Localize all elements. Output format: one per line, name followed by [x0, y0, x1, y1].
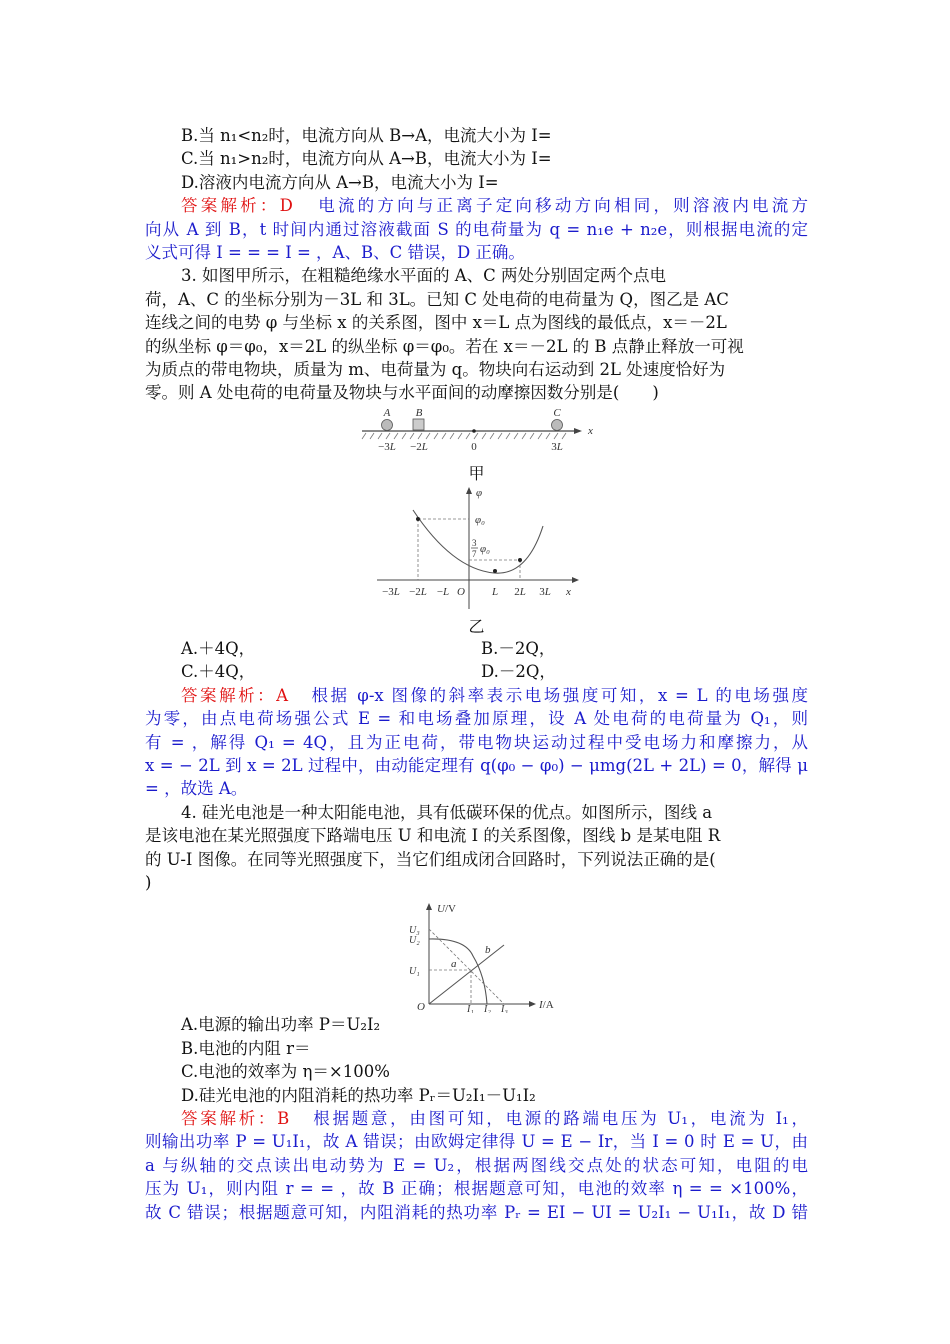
- svg-text:x: x: [587, 424, 593, 437]
- q4-option-c: C.电池的效率为 η＝×100%: [181, 1062, 390, 1082]
- q2-answer-line-2: 向从 A 到 B，t 时间内通过溶液截面 S 的电荷量为 q = n₁e + n₂e，则根据电流的定: [145, 219, 808, 239]
- q2-answer-label: 答案解析：D: [181, 196, 293, 216]
- q3-option-a: A.＋4Q，: [181, 638, 256, 658]
- q3-answer-line-5: = ，故选 A。: [145, 779, 248, 799]
- q4-answer-line-1: 答案解析：B 根据题意，由图可知，电源的路端电压为 U₁，电流为 I₁，: [181, 1108, 808, 1128]
- svg-text:O: O: [456, 585, 465, 598]
- figure-u-i-graph: [397, 898, 557, 1013]
- q2-option-d: D.溶液内电流方向从 A→B，电流大小为 I=: [181, 172, 499, 192]
- q3-stem-line-3: 连线之间的电势 φ 与坐标 x 的关系图，图中 x＝L 点为图线的最低点，x＝－2L: [145, 313, 727, 333]
- svg-text:3L: 3L: [538, 585, 551, 598]
- q4-option-d: D.硅光电池的内阻消耗的热功率 Pᵣ＝U₂I₁－U₁I₂: [181, 1085, 536, 1105]
- svg-text:2L: 2L: [513, 585, 526, 598]
- figure-yi-phi-x-graph: [372, 484, 582, 614]
- q4-answer-line-3: a 与纵轴的交点读出电动势为 E = U₂，根据两图线交点处的状态可知，电阻的电: [145, 1155, 808, 1175]
- q3-answer-line-2: 为零，由点电荷场强公式 E = 和电场叠加原理，设 A 处电荷的电荷量为 Q₁，则: [145, 709, 808, 729]
- svg-text:C: C: [552, 408, 561, 419]
- q3-stem-line-6: 零。则 A 处电荷的电荷量及物块与水平面间的动摩擦因数分别是( ): [145, 383, 659, 403]
- q4-answer-line-4: 压为 U₁，则内阻 r = = ，故 B 正确；根据题意可知，电池的效率 η = = ×100%，: [145, 1179, 808, 1199]
- svg-text:−L: −L: [436, 585, 449, 598]
- svg-text:b: b: [484, 944, 490, 957]
- svg-text:I₂: I₂: [483, 1004, 491, 1014]
- svg-text:φ: φ: [475, 486, 482, 499]
- charge-c-ball: [551, 419, 562, 430]
- q4-option-a: A.电源的输出功率 P＝U₂I₂: [181, 1015, 381, 1035]
- q3-options-row-2: [145, 660, 808, 683]
- q3-stem-line-5: 为质点的带电物块，质量为 m、电荷量为 q。物块向右运动到 2L 处速度恰好为: [145, 360, 726, 380]
- q3-stem-line-4: 的纵坐标 φ＝φ₀，x＝2L 的纵坐标 φ＝φ₀。若在 x＝－2L 的 B 点静止释放一可视: [145, 336, 744, 356]
- q4-stem-line-2: 是该电池在某光照强度下路端电压 U 和电流 I 的关系图像，图线 b 是某电阻 R: [145, 826, 721, 846]
- svg-text:a: a: [450, 958, 456, 971]
- svg-text:−3L: −3L: [377, 440, 396, 453]
- block-b: [413, 419, 424, 430]
- svg-text:x: x: [565, 585, 571, 598]
- document-page: [145, 124, 808, 1224]
- q4-stem-line-4: ): [145, 872, 152, 892]
- q2-answer-line-3: 义式可得 I = = = I = ，A、B、C 错误，D 正确。: [145, 243, 525, 263]
- q4-answer-line-5: 故 C 错误；根据题意可知，内阻消耗的热功率 Pᵣ = EI − UI = U₂I₁ − U₁I₁，故 D 错: [145, 1202, 808, 1222]
- charge-a-ball: [381, 419, 392, 430]
- svg-text:U₂: U₂: [408, 935, 420, 947]
- figure-jia-number-line: [352, 409, 602, 465]
- q2-answer-line-1: 答案解析：D 电流的方向与正离子定向移动方向相同，则溶液内电流方: [181, 196, 808, 216]
- q3-option-c: C.＋4Q，: [181, 662, 256, 682]
- svg-text:φ₀: φ₀: [474, 513, 485, 526]
- svg-text:I₃: I₃: [500, 1004, 508, 1014]
- svg-text:−2L: −2L: [409, 440, 428, 453]
- svg-text:B: B: [415, 408, 422, 419]
- q3-answer-line-1: 答案解析：A 根据 φ-x 图像的斜率表示电场强度可知，x = L 的电场强度: [181, 685, 809, 705]
- q4-stem-line-1: 4. 硅光电池是一种太阳能电池，具有低碳环保的优点。如图所示，图线 a: [181, 802, 713, 822]
- svg-text:3: 3: [471, 537, 476, 548]
- svg-text:−3L: −3L: [381, 585, 400, 598]
- q3-option-b: B.－2Q，: [481, 638, 556, 658]
- q3-stem-line-2: 荷，A、C 的坐标分别为－3L 和 3L。已知 C 处电荷的电荷量为 Q，图乙是 AC: [145, 289, 729, 309]
- svg-text:−2L: −2L: [408, 585, 427, 598]
- svg-text:0: 0: [470, 440, 477, 453]
- svg-text:U/V: U/V: [436, 903, 456, 916]
- svg-text:φ₀: φ₀: [479, 542, 490, 555]
- q4-stem-line-3: 的 U-I 图像。在同等光照强度下，当它们组成闭合回路时，下列说法正确的是(: [145, 849, 716, 869]
- figure-jia-caption: 甲: [468, 463, 485, 483]
- q2-option-b: B.当 n₁<n₂时，电流方向从 B→A，电流大小为 I=: [181, 126, 552, 145]
- svg-text:L: L: [491, 585, 498, 598]
- svg-text:U₁: U₁: [408, 966, 420, 978]
- svg-text:I₁: I₁: [466, 1004, 474, 1014]
- q3-stem-line-1: 3. 如图甲所示，在粗糙绝缘水平面的 A、C 两处分别固定两个点电: [181, 266, 667, 286]
- q3-option-d: D.－2Q，: [481, 662, 556, 682]
- q3-options-row-1: [145, 637, 808, 660]
- q3-answer-line-4: x = − 2L 到 x = 2L 过程中，由动能定理有 q(φ₀ − φ₀) − μmg(2L + 2L) = 0，解得 μ: [145, 755, 808, 775]
- q4-answer-label: 答案解析：B: [181, 1108, 290, 1128]
- svg-text:O: O: [416, 1001, 425, 1014]
- q3-answer-label: 答案解析：A: [181, 685, 289, 705]
- svg-text:U₃: U₃: [408, 925, 420, 937]
- svg-text:7: 7: [471, 548, 476, 559]
- q4-answer-line-2: 则输出功率 P = U₁I₁，故 A 错误；由欧姆定律得 U = E − Ir，当 I = 0 时 E = U，由: [145, 1132, 808, 1152]
- svg-text:A: A: [383, 408, 390, 419]
- q2-option-c: C.当 n₁>n₂时，电流方向从 A→B，电流大小为 I=: [181, 149, 552, 169]
- svg-text:3L: 3L: [550, 440, 563, 453]
- svg-text:I/A: I/A: [538, 999, 554, 1012]
- q4-option-b: B.电池的内阻 r＝: [181, 1038, 311, 1058]
- q3-answer-line-3: 有 = ，解得 Q₁ = 4Q，且为正电荷，带电物块运动过程中受电场力和摩擦力，从: [145, 732, 808, 752]
- figure-yi-caption: 乙: [468, 616, 485, 636]
